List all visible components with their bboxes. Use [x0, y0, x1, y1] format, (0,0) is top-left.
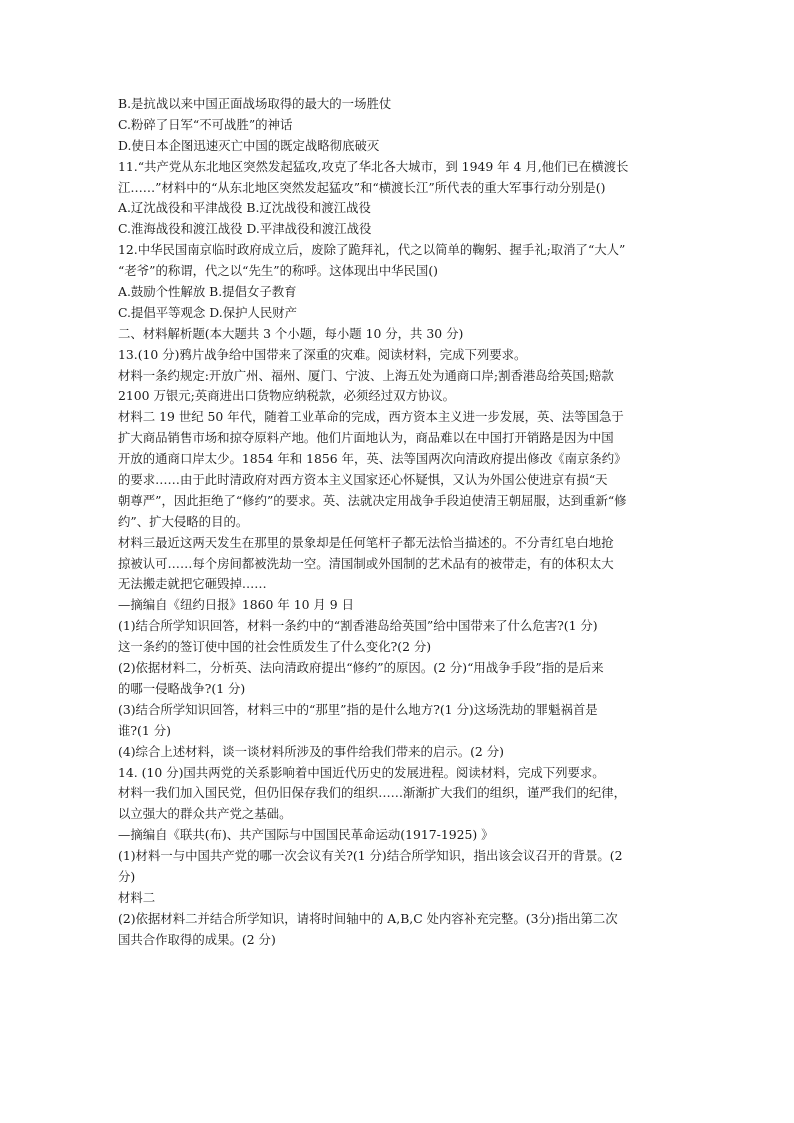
material-2-line-1: 材料二 19 世纪 50 年代，随着工业革命的完成，西方资本主义进一步发展，英、法等国急于: [118, 409, 624, 425]
question-14-1-line-1: (1)材料一与中国共产党的哪一次会议有关?(1 分)结合所学知识，指出该会议召开的背景。(2: [118, 848, 623, 864]
question-14-material-1-line-2: 以立强大的群众共产党之基础。: [118, 806, 292, 822]
question-13-2-line-2: 的哪一侵略战争?(1 分): [118, 680, 246, 696]
question-14-material-1-source: —摘编自《联共(布)、共产国际与中国国民革命运动(1917-1925) 》: [118, 827, 494, 843]
material-2-line-2: 扩大商品销售市场和掠夺原料产地。他们片面地认为，商品难以在中国打开销路是因为中国: [118, 430, 614, 446]
question-13-1-line-2: 这一条约的签订使中国的社会性质发生了什么变化?(2 分): [118, 639, 432, 655]
question-14-2-line-2: 国共合作取得的成果。(2 分): [118, 931, 276, 947]
question-14-material-2-label: 材料二: [118, 889, 156, 905]
material-2-line-4: 的要求……由于此时清政府对西方资本主义国家还心怀疑惧，又认为外国公使进京有损“天: [118, 472, 608, 488]
option-d-line: D.使日本企图迅速灭亡中国的既定战略彻底破灭: [118, 137, 380, 153]
question-13-3-line-1: (3)结合所学知识回答，材料三中的“那里”指的是什么地方?(1 分)这场洗劫的罪魁祸首是: [118, 701, 598, 717]
material-3-line-2: 掠被认可……每个房间都被洗劫一空。清国制或外国制的艺术品有的被带走，有的体积太大: [118, 555, 614, 571]
material-1-line-1: 材料一条约规定:开放广州、福州、厦门、宁波、上海五处为通商口岸;割香港岛给英国;赔款: [118, 367, 614, 383]
question-13-3-line-2: 谁?(1 分): [118, 722, 171, 738]
material-1-line-2: 2100 万银元;英商进出口货物应纳税款，必须经过双方协议。: [118, 388, 456, 404]
question-13-intro: 13.(10 分)鸦片战争给中国带来了深重的灾难。阅读材料，完成下列要求。: [118, 346, 527, 362]
material-2-line-5: 朝尊严”，因此拒绝了“修约”的要求。英、法就决定用战争手段迫使清王朝屈服，达到重新“修: [118, 492, 627, 508]
question-14-intro: 14. (10 分)国共两党的关系影响着中国近代历史的发展进程。阅读材料，完成下列要求。: [118, 764, 605, 780]
question-14-material-1-line-1: 材料一我们加入国民党，但仍旧保存我们的组织……渐渐扩大我们的组织，谨严我们的纪律，: [118, 785, 627, 801]
document-page: [118, 94, 684, 951]
question-11-line-2: 江……”材料中的“从东北地区突然发起猛攻”和“横渡长江”所代表的重大军事行动分别是(): [118, 179, 606, 195]
question-13-1-line-1: (1)结合所学知识回答，材料一条约中的“割香港岛给英国”给中国带来了什么危害?(1 分): [118, 618, 598, 634]
question-12-options-cd: C.提倡平等观念 D.保护人民财产: [118, 304, 298, 320]
material-3-line-1: 材料三最近这两天发生在那里的景象却是任何笔杆子都无法恰当描述的。不分青红皂白地抢: [118, 534, 614, 550]
material-2-line-6: 约”、扩大侵略的目的。: [118, 513, 249, 529]
material-2-line-3: 开放的通商口岸太少。1854 年和 1856 年，英、法等国两次向清政府提出修改《南京条约》: [118, 451, 627, 467]
question-12-line-2: “老爷”的称谓，代之以“先生”的称呼。这体现出中华民国(): [118, 263, 438, 279]
section-heading: 二、材料解析题(本大题共 3 个小题，每小题 10 分，共 30 分): [118, 325, 464, 341]
option-c-line: C.粉碎了日军“不可战胜”的神话: [118, 116, 293, 132]
question-12-line-1: 12.中华民国南京临时政府成立后，废除了跪拜礼，代之以简单的鞠躬、握手礼;取消了“大人”: [118, 242, 626, 258]
question-13-4: (4)综合上述材料，谈一谈材料所涉及的事件给我们带来的启示。(2 分): [118, 743, 504, 759]
question-11-line-1: 11.“共产党从东北地区突然发起猛攻,攻克了华北各大城市，到 1949 年 4 月,他们已在横渡长: [118, 158, 629, 174]
question-11-options-cd: C.淮海战役和渡江战役 D.平津战役和渡江战役: [118, 221, 372, 237]
question-14-1-line-2: 分): [118, 868, 136, 884]
question-13-2-line-1: (2)依据材料二，分析英、法向清政府提出“修约”的原因。(2 分)“用战争手段”指的是后来: [118, 660, 604, 676]
question-14-2-line-1: (2)依据材料二并结合所学知识，请将时间轴中的 A,B,C 处内容补充完整。(3分)指出第二次: [118, 910, 618, 926]
question-12-options-ab: A.鼓励个性解放 B.提倡女子教育: [118, 284, 297, 300]
option-b-line: B.是抗战以来中国正面战场取得的最大的一场胜仗: [118, 96, 392, 111]
material-3-line-3: 无法搬走就把它砸毁掉……: [118, 576, 267, 592]
material-3-source: —摘编自《纽约日报》1860 年 10 月 9 日: [118, 597, 354, 613]
question-11-options-ab: A.辽沈战役和平津战役 B.辽沈战役和渡江战役: [118, 200, 371, 216]
